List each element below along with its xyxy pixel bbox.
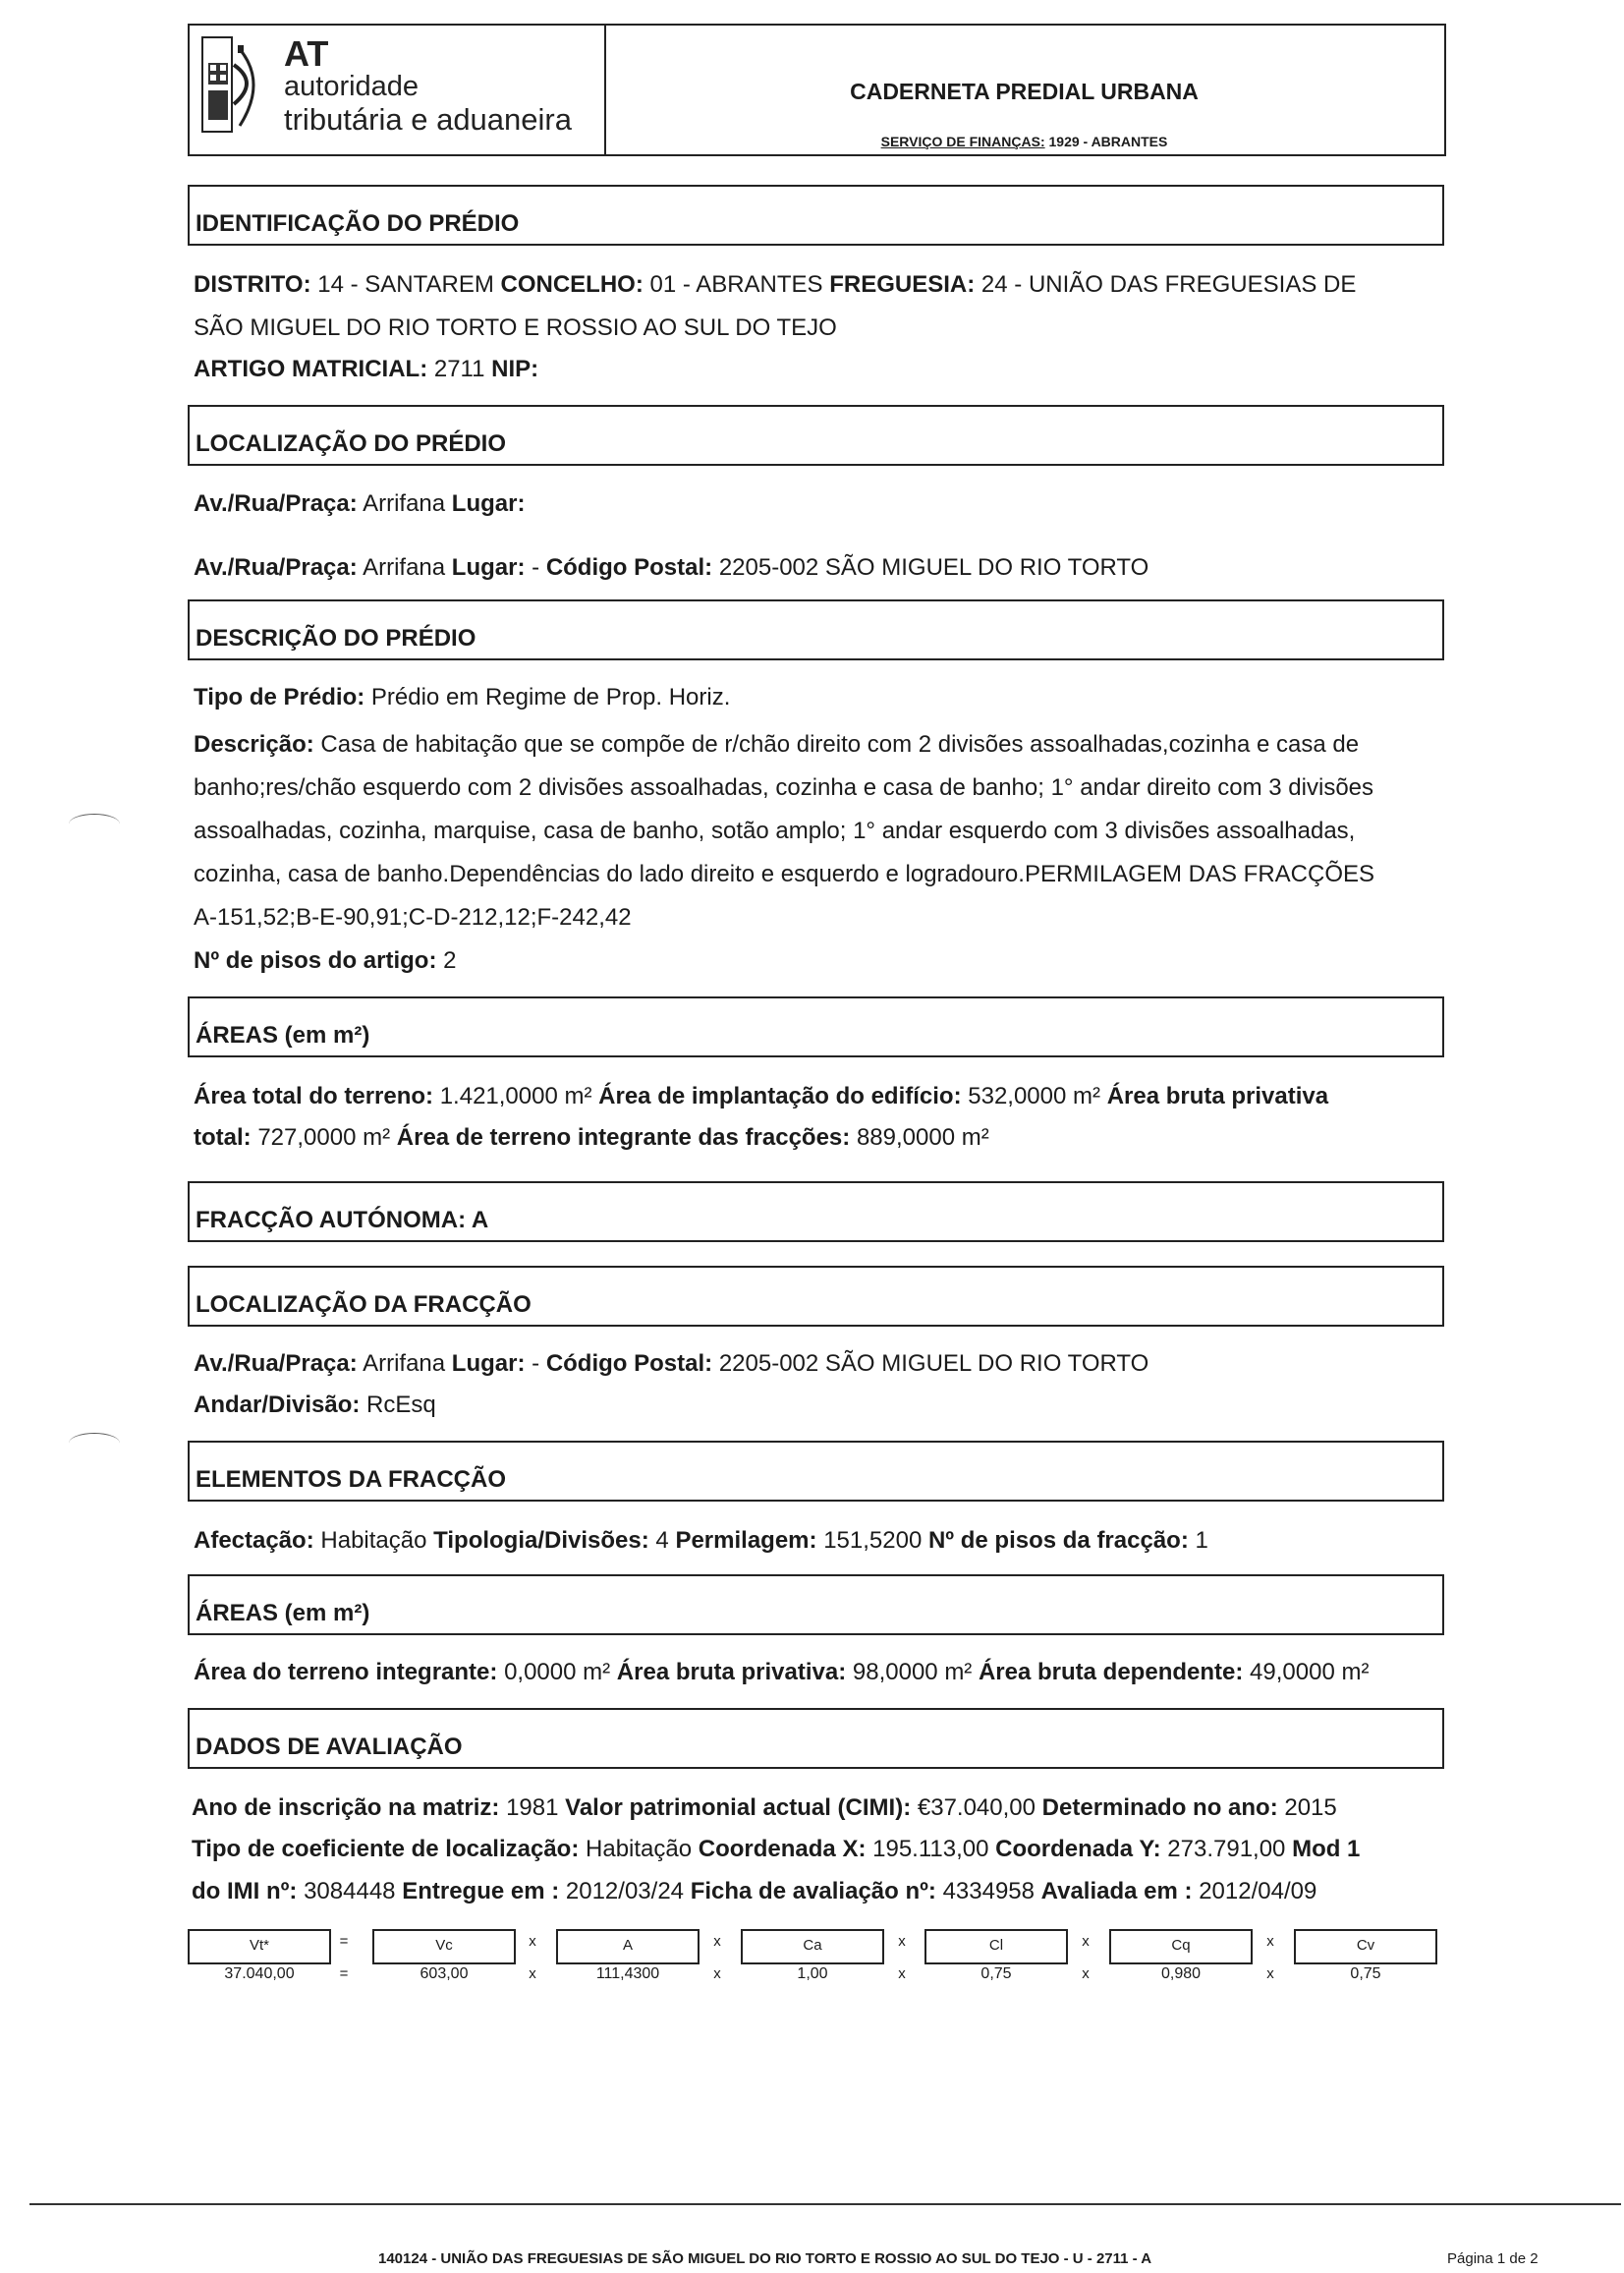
logo-line2: tributária e aduaneira: [284, 102, 572, 137]
descricao-text: Descrição: Casa de habitação que se compõe de r/chão direito com 2 divisões assoalhadas,cozinha e casa de banho;res/chão esquerdo com 2 divisões assoalhadas, cozinha e casa de banho; 1° andar direito com 3 divisões assoalhadas, cozinha, marquise, casa de banho, sotão amplo; 1° andar esquerdo com 3 divisões assoalhadas, cozinha, casa de banho.Dependências do lado direito e esquerdo e logradouro.PERMILAGEM DAS FRACÇÕES A-151,52;B-E-90,91;C-D-212,12;F-242,42: [194, 731, 1375, 931]
calc-equals: =: [339, 1933, 349, 1950]
calc-value-cq: 0,980: [1160, 1965, 1202, 1982]
calc-header-a: A: [556, 1929, 700, 1964]
section-fraccao-autonoma: [188, 1181, 1444, 1242]
rua-line: Av./Rua/Praça: Arrifana Lugar:: [194, 490, 526, 517]
scan-mark: [69, 814, 120, 834]
section-title: FRACÇÃO AUTÓNOMA: A: [196, 1207, 489, 1233]
page-number: Página 1 de 2: [1447, 2250, 1539, 2267]
section-localizacao-fraccao: [188, 1266, 1444, 1327]
avaliacao-line-2: Tipo de coeficiente de localização: Habitação Coordenada X: 195.113,00 Coordenada Y: 273.791,00 Mod 1: [192, 1836, 1361, 1862]
calc-times: x: [713, 1965, 721, 1982]
calc-header-ca: Ca: [741, 1929, 884, 1964]
section-areas-fraccao: [188, 1574, 1444, 1635]
calc-header-cl: Cl: [924, 1929, 1068, 1964]
footer-rule: [29, 2203, 1621, 2205]
calc-value-cl: 0,75: [980, 1965, 1012, 1982]
service-line: SERVIÇO DE FINANÇAS: 1929 - ABRANTES: [880, 134, 1168, 149]
calc-times: x: [1082, 1965, 1090, 1982]
section-title: ÁREAS (em m²): [196, 1022, 370, 1049]
calc-times: x: [529, 1933, 536, 1950]
avaliacao-line-3: do IMI nº: 3084448 Entregue em : 2012/03/24 Ficha de avaliação nº: 4334958 Avaliada em : 2012/04/09: [192, 1878, 1317, 1904]
calc-value-ca: 1,00: [797, 1965, 828, 1982]
document-title: CADERNETA PREDIAL URBANA: [850, 79, 1199, 104]
areas-line-2: total: 727,0000 m² Área de terreno integrante das fracções: 889,0000 m²: [194, 1124, 989, 1151]
section-avaliacao: [188, 1708, 1444, 1769]
section-title: IDENTIFICAÇÃO DO PRÉDIO: [196, 210, 520, 237]
calc-value-a: 111,4300: [595, 1965, 660, 1982]
calc-times: x: [713, 1933, 721, 1950]
calc-times: x: [1082, 1933, 1090, 1950]
logo-line1: autoridade: [284, 71, 420, 102]
section-title: LOCALIZAÇÃO DA FRACÇÃO: [196, 1291, 532, 1318]
calc-header-vt: Vt*: [188, 1929, 331, 1964]
calc-header-cv: Cv: [1294, 1929, 1437, 1964]
calc-times: x: [898, 1965, 906, 1982]
elementos-line: Afectação: Habitação Tipologia/Divisões: 4 Permilagem: 151,5200 Nº de pisos da fracção: 1: [194, 1527, 1208, 1554]
calc-header-vc: Vc: [372, 1929, 516, 1964]
distrito-line: DISTRITO: 14 - SANTAREM CONCELHO: 01 - ABRANTES FREGUESIA: 24 - UNIÃO DAS FREGUESIAS DE: [194, 271, 1357, 298]
calc-times: x: [1266, 1965, 1274, 1982]
calc-times: x: [1266, 1933, 1274, 1950]
section-title: DADOS DE AVALIAÇÃO: [196, 1733, 463, 1760]
calc-value-vt: 37.040,00: [224, 1965, 295, 1982]
calc-value-vc: 603,00: [420, 1965, 469, 1982]
rua-fraccao-line: Av./Rua/Praça: Arrifana Lugar: - Código Postal: 2205-002 SÃO MIGUEL DO RIO TORTO: [194, 1350, 1149, 1377]
areas-fraccao-line: Área do terreno integrante: 0,0000 m² Área bruta privativa: 98,0000 m² Área bruta dependente: 49,0000 m²: [194, 1659, 1370, 1685]
footer-text: 140124 - UNIÃO DAS FREGUESIAS DE SÃO MIGUEL DO RIO TORTO E ROSSIO AO SUL DO TEJO - U - 2711 - A: [378, 2250, 1152, 2267]
section-title: ÁREAS (em m²): [196, 1600, 370, 1626]
andar-line: Andar/Divisão: RcEsq: [194, 1392, 436, 1418]
freguesia-line: SÃO MIGUEL DO RIO TORTO E ROSSIO AO SUL DO TEJO: [194, 314, 837, 341]
calc-times: x: [898, 1933, 906, 1950]
section-title: DESCRIÇÃO DO PRÉDIO: [196, 625, 476, 652]
section-areas-predio: [188, 996, 1444, 1057]
logo-at: AT: [284, 33, 329, 74]
section-elementos: [188, 1441, 1444, 1502]
areas-line-1: Área total do terreno: 1.421,0000 m² Área de implantação do edifício: 532,0000 m² Área bruta privativa: [194, 1083, 1329, 1109]
rua-cp-line: Av./Rua/Praça: Arrifana Lugar: - Código Postal: 2205-002 SÃO MIGUEL DO RIO TORTO: [194, 554, 1149, 581]
artigo-line: ARTIGO MATRICIAL: 2711 NIP:: [194, 356, 539, 382]
scan-mark: [69, 1433, 120, 1453]
section-title: LOCALIZAÇÃO DO PRÉDIO: [196, 430, 506, 457]
avaliacao-line-1: Ano de inscrição na matriz: 1981 Valor patrimonial actual (CIMI): €37.040,00 Determinado no ano: 2015: [192, 1794, 1337, 1821]
pisos-artigo-line: Nº de pisos do artigo: 2: [194, 947, 457, 974]
calc-header-cq: Cq: [1109, 1929, 1253, 1964]
tipo-predio-line: Tipo de Prédio: Prédio em Regime de Prop. Horiz.: [194, 684, 731, 710]
calc-equals: =: [339, 1965, 349, 1982]
section-localizacao: [188, 405, 1444, 466]
calc-times: x: [529, 1965, 536, 1982]
section-identificacao: [188, 185, 1444, 246]
at-logo-icon: [200, 35, 269, 134]
section-title: ELEMENTOS DA FRACÇÃO: [196, 1466, 507, 1493]
calc-value-cv: 0,75: [1350, 1965, 1381, 1982]
section-descricao: [188, 599, 1444, 660]
